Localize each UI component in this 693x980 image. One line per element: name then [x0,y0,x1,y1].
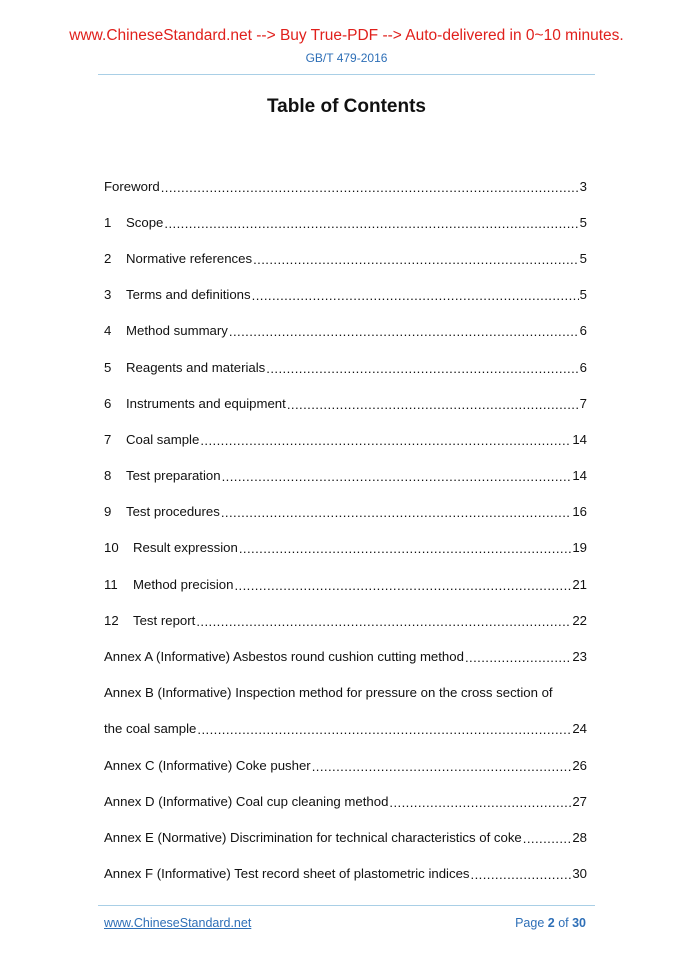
toc-entry-label: Annex B (Informative) Inspection method for pressure on the cross section of [104,684,553,700]
footer-website-link[interactable]: www.ChineseStandard.net [104,916,252,930]
dot-leader [197,722,571,737]
toc-entry-label: Terms and definitions [126,287,251,303]
toc-entry-number: 9 [104,504,112,520]
toc-entry-label: Instruments and equipment [126,395,286,411]
toc-entry-annex-b[interactable] [104,675,587,711]
header-banner[interactable]: www.ChineseStandard.net --> Buy True-PDF --> Auto-delivered in 0~10 minutes. [69,27,624,44]
toc-entry-page: 23 [572,649,587,665]
dot-leader [465,650,571,665]
toc-entry-page: 24 [572,721,587,737]
toc-entry-page: 27 [572,793,587,809]
dot-leader [161,180,579,195]
toc-entry-foreword[interactable] [104,168,587,204]
toc-entry-page: 3 [579,178,587,194]
toc-entry-coal-sample[interactable] [104,421,587,457]
dot-leader [239,541,572,556]
toc-entry-label: Annex F (Informative) Test record sheet of plastometric indices [104,866,470,882]
toc-entry-test-report[interactable] [104,602,587,638]
toc-entry-page: 26 [572,757,587,773]
page-of: of [554,916,573,930]
toc-entry-test-preparation[interactable] [104,458,587,494]
dot-leader [389,795,571,810]
dot-leader [222,469,572,484]
toc-entry-normative-references[interactable] [104,240,587,276]
toc-entry-label: Annex D (Informative) Coal cup cleaning method [104,793,389,809]
toc-entry-annex-c[interactable] [104,747,587,783]
dot-leader [266,361,578,376]
toc-entry-label: Method summary [126,323,228,339]
current-page: 2 [547,916,555,930]
toc-entry-number: 6 [104,395,112,411]
toc-entry-page: 28 [572,829,587,845]
standard-code: GB/T 479-2016 [305,51,388,65]
toc-entry-annex-f[interactable] [104,856,587,892]
toc-entry-annex-d[interactable] [104,783,587,819]
dot-leader [221,505,572,520]
dot-leader [196,614,571,629]
toc-entry-label: Annex A (Informative) Asbestos round cushion cutting method [104,649,464,665]
toc-entry-annex-a[interactable] [104,638,587,674]
toc-entry-number: 4 [104,323,112,339]
toc-entry-method-summary[interactable] [104,313,587,349]
toc-entry-number: 12 [104,612,119,628]
toc-entry-label: the coal sample [104,721,197,737]
dot-leader [287,397,579,412]
toc-entry-number: 10 [104,540,119,556]
toc-entry-page: 6 [579,359,587,375]
page-prefix: Page [515,916,548,930]
toc-entry-annex-b-continued[interactable] [104,711,587,747]
toc-entry-scope[interactable] [104,204,587,240]
toc-entry-reagents-materials[interactable] [104,349,587,385]
toc-entry-page: 19 [572,540,587,556]
dot-leader [234,578,571,593]
toc-entry-page: 14 [572,468,587,484]
toc-entry-label: Normative references [126,250,253,266]
toc-entry-page: 14 [572,431,587,447]
toc-entry-page: 22 [572,612,587,628]
toc-entry-label: Result expression [133,540,238,556]
toc-entry-number: 11 [104,576,118,592]
toc-entry-page: 7 [579,395,587,411]
dot-leader [229,324,579,339]
dot-leader [253,252,579,267]
toc-entry-label: Annex C (Informative) Coke pusher [104,757,311,773]
dot-leader [252,288,579,303]
toc-entry-annex-e[interactable] [104,819,587,855]
toc-entry-method-precision[interactable] [104,566,587,602]
toc-entry-page: 21 [572,576,587,592]
total-pages: 30 [572,916,586,930]
toc-entry-page: 5 [579,287,587,303]
toc-entry-label: Reagents and materials [126,359,266,375]
toc-entry-instruments-equipment[interactable] [104,385,587,421]
table-of-contents [104,168,587,892]
toc-entry-number: 1 [104,214,112,230]
footer-divider [98,905,595,906]
dot-leader [471,867,572,882]
toc-entry-page: 5 [579,214,587,230]
toc-entry-label: Foreword [104,178,160,194]
toc-entry-page: 30 [572,866,587,882]
toc-entry-number: 5 [104,359,112,375]
toc-entry-label: Scope [126,214,164,230]
toc-entry-number: 3 [104,287,112,303]
toc-entry-number: 2 [104,250,112,266]
toc-entry-result-expression[interactable] [104,530,587,566]
page-number [515,916,586,930]
toc-entry-terms-definitions[interactable] [104,277,587,313]
toc-entry-number: 8 [104,468,112,484]
dot-leader [164,216,578,231]
dot-leader [200,433,571,448]
dot-leader [523,831,572,846]
toc-entry-page: 5 [579,250,587,266]
toc-entry-label: Annex E (Normative) Discrimination for technical characteristics of coke [104,829,522,845]
header-divider [98,74,595,75]
toc-entry-label: Method precision [133,576,234,592]
toc-entry-number: 7 [104,431,112,447]
toc-entry-label: Test procedures [126,504,220,520]
dot-leader [312,759,572,774]
toc-entry-page: 16 [572,504,587,520]
toc-entry-label: Test preparation [126,468,221,484]
toc-entry-label: Test report [133,612,196,628]
page-title: Table of Contents [266,96,427,117]
toc-entry-page: 6 [579,323,587,339]
toc-entry-test-procedures[interactable] [104,494,587,530]
toc-entry-label: Coal sample [126,431,200,447]
